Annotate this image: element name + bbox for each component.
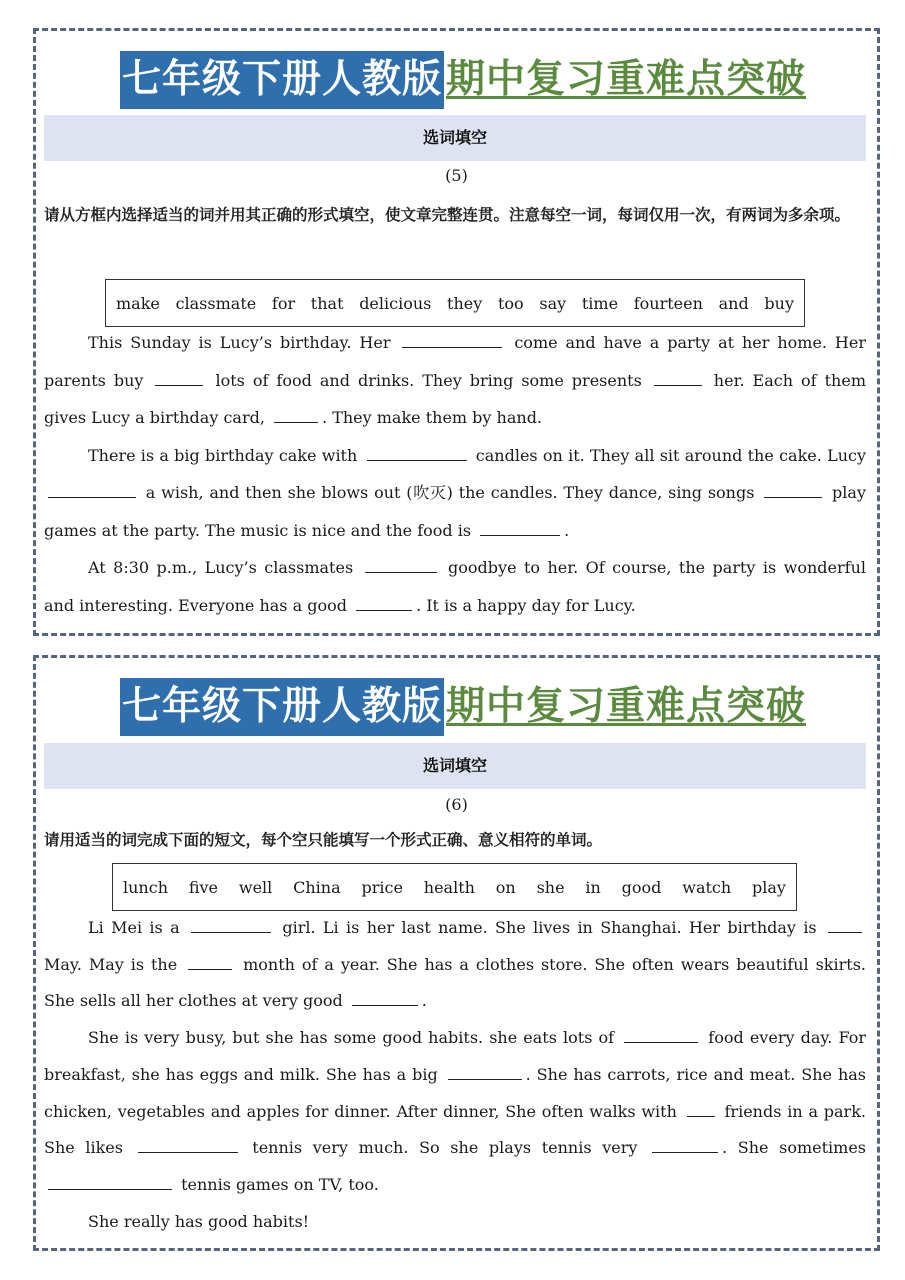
passage-text: lots of food and drinks. They bring some presents — [207, 370, 650, 390]
answer-blank[interactable] — [402, 333, 502, 348]
passage-paragraph — [44, 910, 866, 1020]
word-bank-item: in — [585, 877, 601, 897]
passage-text: food every day. For breakfast, she has eggs and milk. She has a big — [44, 1028, 866, 1084]
word-bank-item: price — [361, 877, 403, 897]
exercise-number: (5) — [445, 166, 468, 185]
passage-text: At 8:30 p.m., Lucy’s classmates — [88, 558, 361, 577]
passage-text: tennis very much. So she plays tennis very — [241, 1138, 649, 1158]
word-bank-item: that — [310, 293, 344, 313]
answer-blank[interactable] — [687, 1102, 715, 1117]
word-bank-item: play — [752, 877, 786, 897]
answer-blank[interactable] — [155, 371, 203, 386]
page-title — [120, 678, 806, 736]
word-bank-item: on — [495, 877, 516, 897]
passage-text: . She has carrots, rice and meat. She has chicken, vegetables and apples for dinner. After dinner, She often walks with — [44, 1064, 866, 1121]
word-bank — [112, 863, 797, 911]
answer-blank[interactable] — [274, 408, 318, 423]
passage-paragraph — [44, 437, 866, 550]
title-rest: 期中复习重难点突破 — [446, 57, 807, 102]
passage-text: . It is a happy day for Lucy. — [416, 595, 636, 615]
answer-blank[interactable] — [654, 371, 702, 386]
word-bank-item: fourteen — [633, 293, 703, 313]
answer-blank[interactable] — [191, 918, 271, 933]
word-bank-item: delicious — [359, 293, 432, 313]
exercise-number: (6) — [445, 795, 468, 814]
section-band: 选词填空 — [44, 743, 866, 789]
passage-text: May. May is the — [44, 954, 185, 974]
word-bank-item: good — [621, 877, 662, 897]
passage-text: She really has good habits! — [88, 1211, 310, 1231]
passage-text: candles on it. They all sit around the cake. Lucy — [470, 445, 867, 465]
passage-text: a wish, and then she blows out (吹灭) the candles. They dance, sing songs — [140, 483, 761, 502]
passage-text: tennis games on TV, too. — [176, 1174, 379, 1194]
word-bank — [105, 279, 805, 327]
word-bank-item: lunch — [123, 877, 168, 897]
passage-text: come and have a party at her home. Her parents buy — [44, 333, 867, 390]
passage-text: Li Mei is a — [88, 918, 187, 937]
title-highlight: 七年级下册人教版 — [120, 678, 444, 736]
worksheet-card-6 — [33, 655, 880, 1251]
answer-blank[interactable] — [448, 1065, 522, 1080]
passage-text: friends in a park. She likes — [44, 1101, 866, 1158]
word-bank-item: they — [447, 293, 483, 313]
word-bank-item: make — [116, 293, 160, 313]
word-bank-item: say — [539, 293, 567, 313]
title-highlight: 七年级下册人教版 — [120, 51, 444, 109]
passage-text: . She sometimes — [722, 1138, 867, 1158]
passage-paragraph — [44, 549, 866, 624]
passage-text: . — [421, 991, 427, 1011]
passage-text: girl. Li is her last name. She lives in Shanghai. Her birthday is — [275, 918, 824, 937]
answer-blank[interactable] — [480, 521, 560, 536]
passage-text: This Sunday is Lucy’s birthday. Her — [88, 333, 399, 352]
answer-blank[interactable] — [188, 955, 232, 970]
word-bank-item: watch — [682, 877, 732, 897]
passage — [44, 324, 866, 624]
passage-text: her. Each of them gives Lucy a birthday card, — [44, 370, 866, 427]
answer-blank[interactable] — [356, 596, 412, 611]
passage-text: . They make them by hand. — [322, 408, 543, 427]
word-bank-item: China — [293, 877, 341, 897]
instruction-text: 请用适当的词完成下面的短文，每个空只能填写一个形式正确、意义相符的单词。 — [44, 831, 603, 849]
passage-text: She is very busy, but she has some good habits. she eats lots of — [88, 1028, 621, 1048]
answer-blank[interactable] — [138, 1138, 238, 1153]
word-bank-item: and — [718, 293, 749, 313]
page-title — [120, 51, 806, 109]
answer-blank[interactable] — [652, 1138, 718, 1153]
instruction-text: 请从方框内选择适当的词并用其正确的形式填空，使文章完整连贯。注意每空一词，每词仅用一次，有两词为多余项。 — [44, 206, 851, 224]
title-rest: 期中复习重难点突破 — [446, 684, 807, 729]
passage-paragraph — [44, 1020, 866, 1204]
section-band: 选词填空 — [44, 115, 866, 161]
worksheet-card-5 — [33, 28, 880, 636]
answer-blank[interactable] — [624, 1028, 698, 1043]
passage-paragraph — [44, 1204, 866, 1241]
word-bank-item: classmate — [175, 293, 257, 313]
passage-text: . — [564, 520, 570, 540]
passage-paragraph — [44, 324, 866, 437]
passage-text: goodbye to her. Of course, the party is wonderful and interesting. Everyone has a good — [44, 558, 867, 615]
passage-text: month of a year. She has a clothes store. She often wears beautiful skirts. She sells all her clothes at very good — [44, 954, 866, 1011]
answer-blank[interactable] — [48, 483, 136, 498]
word-bank-item: too — [497, 293, 524, 313]
word-bank-item: buy — [764, 293, 794, 313]
passage-text: play games at the party. The music is nice and the food is — [44, 483, 866, 540]
answer-blank[interactable] — [352, 991, 418, 1006]
answer-blank[interactable] — [828, 918, 862, 933]
word-bank-item: well — [238, 877, 273, 897]
word-bank-item: for — [271, 293, 296, 313]
word-bank-item: health — [423, 877, 475, 897]
answer-blank[interactable] — [367, 446, 467, 461]
word-bank-item: time — [581, 293, 619, 313]
answer-blank[interactable] — [365, 558, 437, 573]
passage-text: There is a big birthday cake with — [88, 445, 363, 465]
word-bank-item: five — [188, 877, 219, 897]
answer-blank[interactable] — [48, 1175, 172, 1190]
answer-blank[interactable] — [764, 483, 822, 498]
passage — [44, 910, 866, 1240]
word-bank-item: she — [536, 877, 565, 897]
